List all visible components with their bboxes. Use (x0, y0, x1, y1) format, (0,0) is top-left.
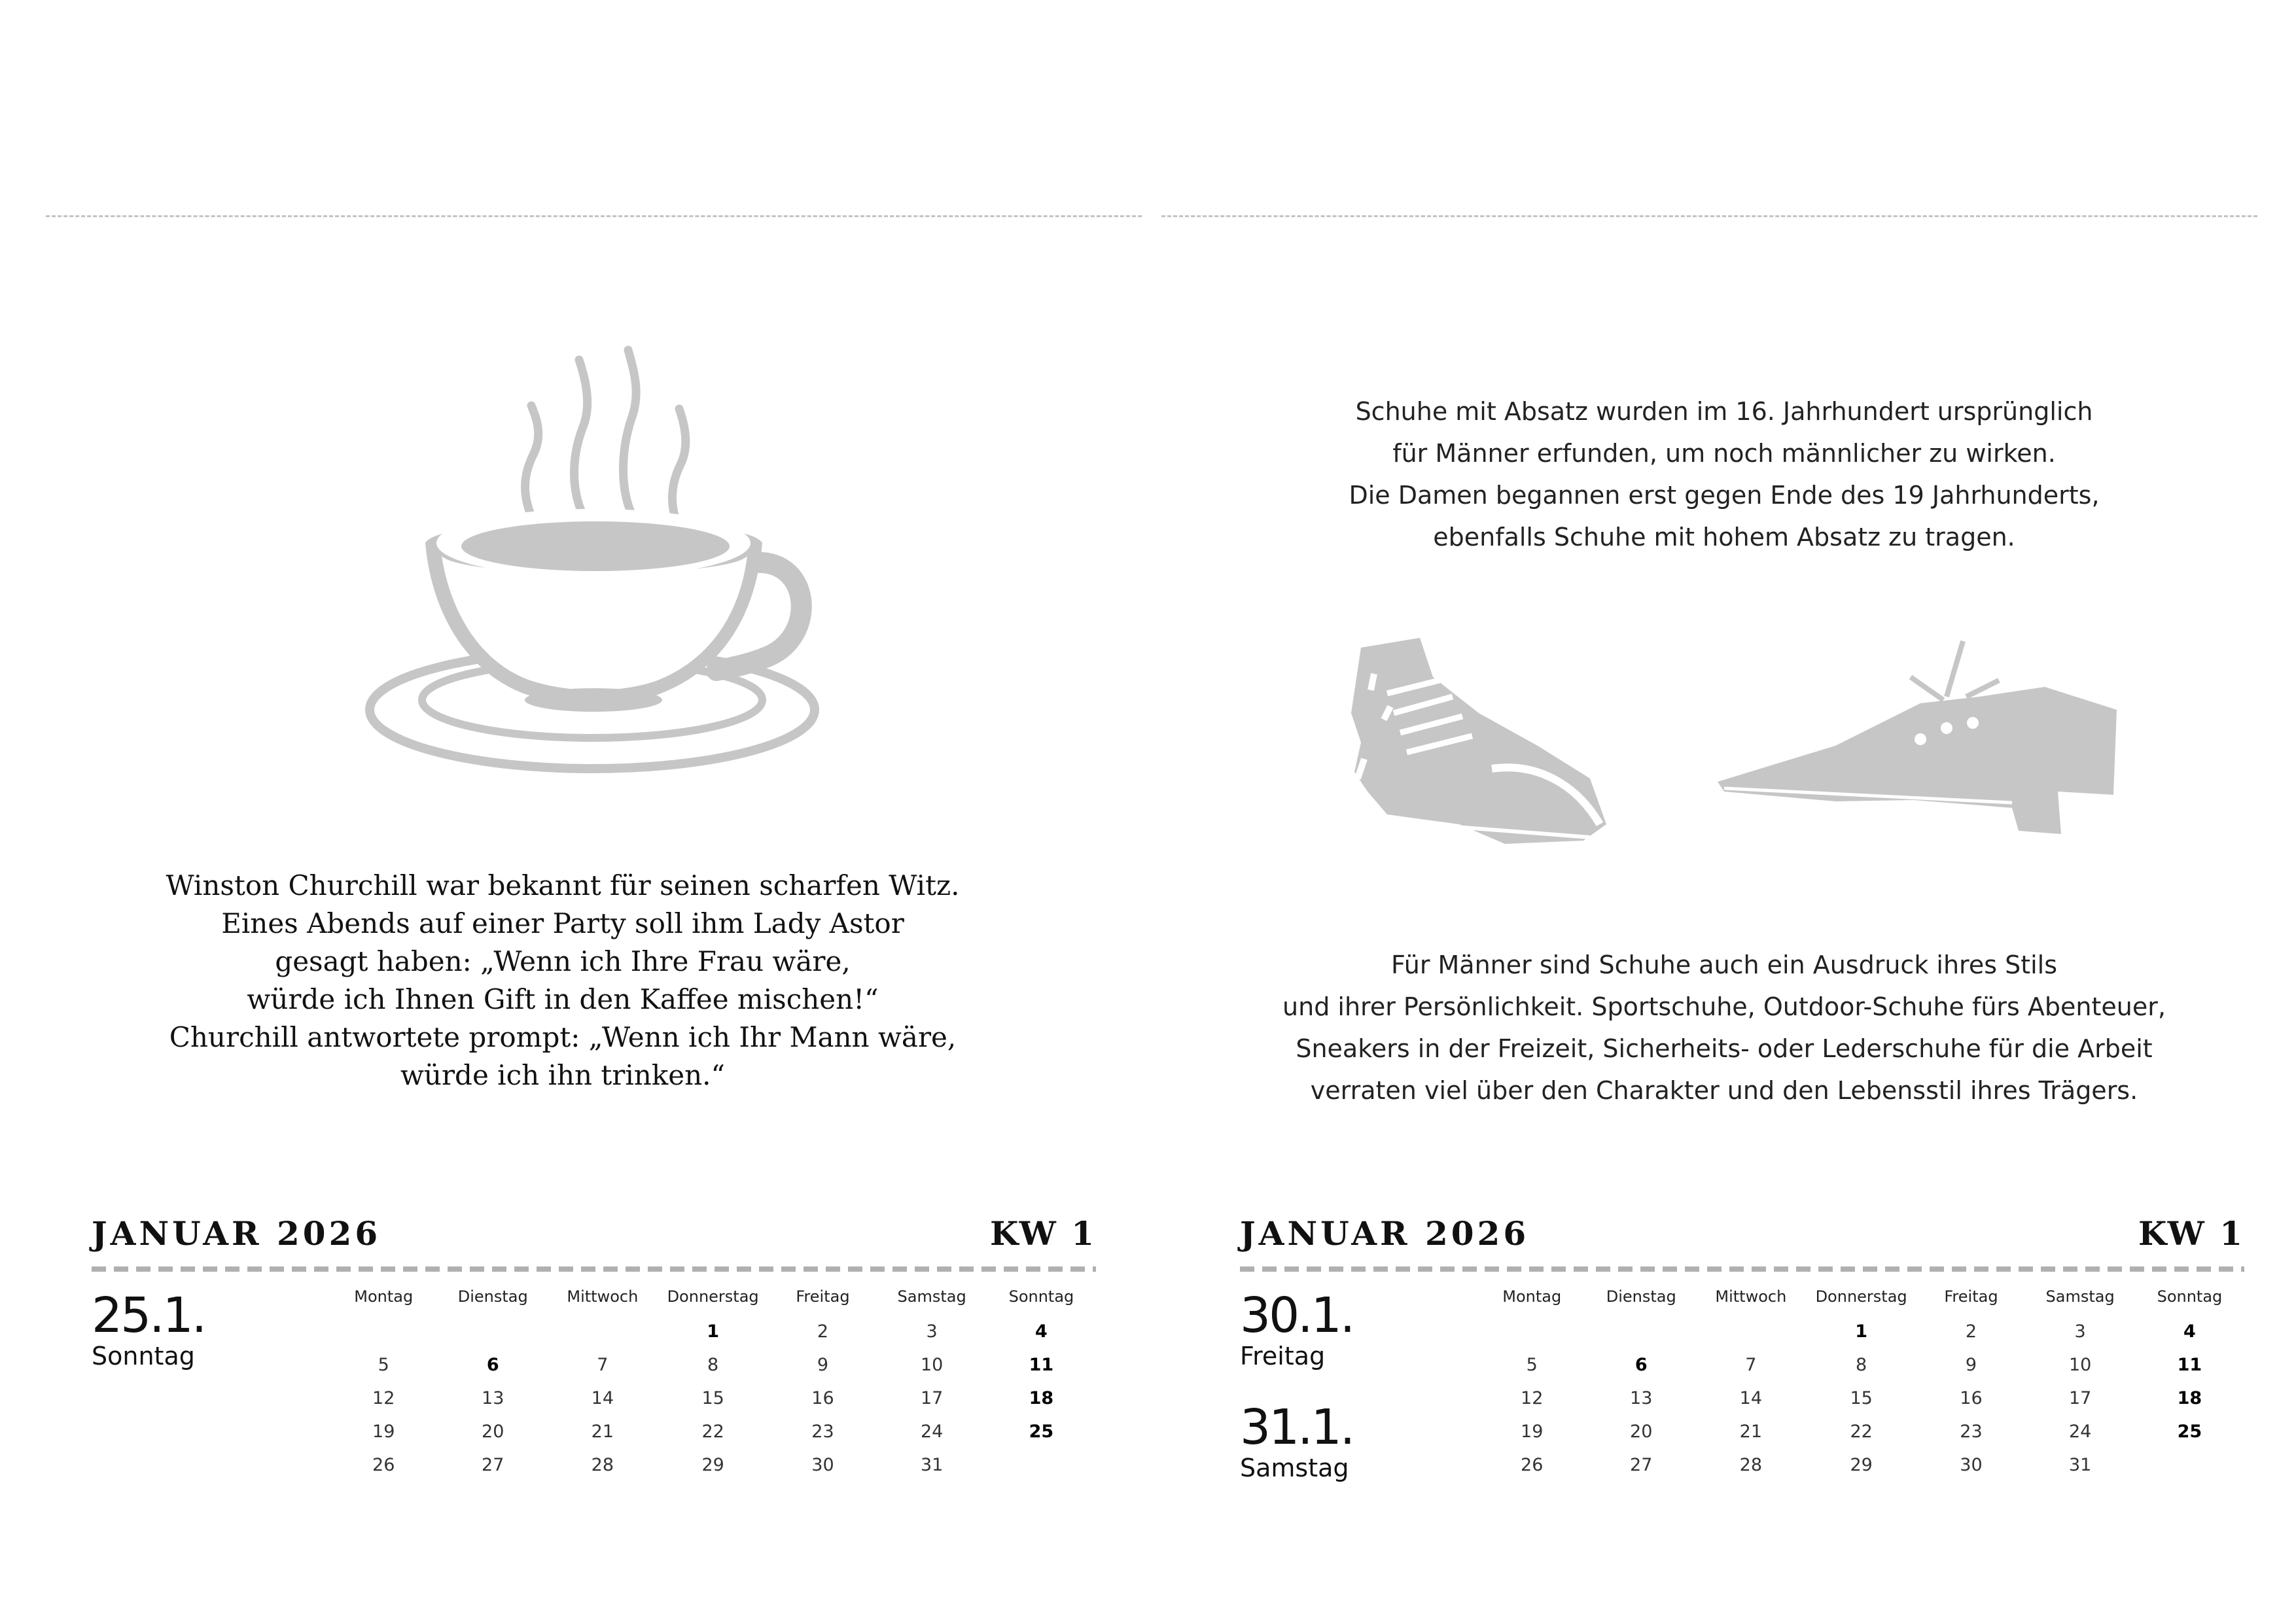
fact-line: und ihrer Persönlichkeit. Sportschuhe, Outdoor-Schuhe fürs Abenteuer, (1282, 992, 2166, 1021)
calendar-week-row (329, 1348, 1096, 1382)
weekday-label: Mittwoch (567, 1287, 639, 1306)
calendar-day: 26 (372, 1455, 395, 1475)
calendar-day: 18 (2177, 1388, 2202, 1408)
calendar-day: 20 (482, 1422, 504, 1442)
calendar-day: 4 (1035, 1321, 1048, 1342)
calendar-week: KW 1 (989, 1214, 1096, 1253)
fact-line: ebenfalls Schuhe mit hohem Absatz zu tragen. (1433, 523, 2015, 551)
calendar-day: 10 (2068, 1355, 2092, 1375)
calendar-day: 1 (707, 1321, 720, 1342)
calendar-day: 13 (1630, 1388, 1653, 1408)
calendar-day: 15 (1850, 1388, 1873, 1408)
calendar-rule (92, 1266, 1096, 1272)
calendar-week: KW 1 (2138, 1214, 2244, 1253)
calendar-day: 11 (1029, 1355, 1054, 1375)
calendar-day (1696, 1315, 1806, 1348)
calendar-day: 20 (1630, 1422, 1653, 1442)
weekday-label: Donnerstag (667, 1287, 759, 1306)
calendar-day: 23 (811, 1422, 834, 1442)
calendar-day: 21 (1739, 1422, 1763, 1442)
calendar-day (2135, 1448, 2244, 1482)
day-date: 31.1. (1240, 1399, 1354, 1456)
calendar-day: 2 (1965, 1321, 1977, 1342)
calendar-day: 25 (2177, 1422, 2202, 1442)
quote-line: Churchill antwortete prompt: „Wenn ich Ihr Mann wäre, (169, 1021, 957, 1053)
calendar-week-row (1477, 1382, 2244, 1415)
calendar-day: 2 (817, 1321, 829, 1342)
day-date: 25.1. (92, 1287, 205, 1344)
calendar-day: 23 (1960, 1422, 1983, 1442)
fact-line: für Männer erfunden, um noch männlicher zu wirken. (1392, 439, 2056, 468)
calendar-day (548, 1315, 658, 1348)
calendar-day: 9 (1965, 1355, 1977, 1375)
weekday-label: Freitag (1944, 1287, 1998, 1306)
calendar-day: 5 (378, 1355, 389, 1375)
fact-line: Sneakers in der Freizeit, Sicherheits- oder Lederschuhe für die Arbeit (1296, 1034, 2153, 1063)
weekday-label: Freitag (796, 1287, 850, 1306)
calendar-month: JANUAR 2026 (1240, 1214, 1530, 1253)
weekday-label: Samstag (897, 1287, 966, 1306)
mini-calendar (1477, 1287, 2244, 1482)
day-date: 30.1. (1240, 1287, 1354, 1344)
calendar-day: 3 (926, 1321, 938, 1342)
calendar-month: JANUAR 2026 (92, 1214, 381, 1253)
calendar-week-row (1477, 1348, 2244, 1382)
weekday-header-row (1477, 1287, 2244, 1315)
quote-line: würde ich Ihnen Gift in den Kaffee mischen!“ (247, 983, 879, 1015)
quote-line: Eines Abends auf einer Party soll ihm Lady Astor (221, 907, 904, 939)
calendar-block-right (1240, 1210, 2244, 1482)
calendar-day: 29 (701, 1455, 724, 1475)
calendar-header (92, 1210, 1096, 1263)
quote-line: würde ich ihn trinken.“ (400, 1059, 726, 1091)
calendar-day (987, 1448, 1096, 1482)
calendar-day: 26 (1521, 1455, 1544, 1475)
calendar-week-row (1477, 1415, 2244, 1448)
churchill-quote (105, 867, 1021, 1094)
calendar-day: 6 (486, 1355, 499, 1375)
calendar-day (438, 1315, 548, 1348)
calendar-day: 25 (1029, 1422, 1054, 1442)
weekday-label: Donnerstag (1815, 1287, 1907, 1306)
coffee-cup-icon (360, 343, 824, 775)
calendar-week-row (1477, 1315, 2244, 1348)
calendar-day: 13 (482, 1388, 504, 1408)
weekday-label: Sonntag (1008, 1287, 1074, 1306)
day-name: Freitag (1240, 1342, 1326, 1370)
calendar-day: 9 (817, 1355, 829, 1375)
fact-line: verraten viel über den Charakter und den Lebensstil ihres Trägers. (1310, 1076, 2138, 1105)
calendar-day: 4 (2183, 1321, 2196, 1342)
weekday-label: Dienstag (1606, 1287, 1676, 1306)
calendar-day: 16 (1960, 1388, 1983, 1408)
calendar-day: 30 (1960, 1455, 1983, 1475)
calendar-day (1586, 1315, 1696, 1348)
calendar-day: 10 (920, 1355, 944, 1375)
calendar-header (1240, 1210, 2244, 1263)
day-name: Sonntag (92, 1342, 195, 1370)
fact-line: Für Männer sind Schuhe auch ein Ausdruck ihres Stils (1390, 951, 2058, 979)
calendar-day: 28 (591, 1455, 614, 1475)
calendar-block-left (92, 1210, 1096, 1475)
weekday-label: Montag (354, 1287, 414, 1306)
calendar-week-row (1477, 1448, 2244, 1482)
calendar-day: 21 (591, 1422, 614, 1442)
calendar-day: 8 (1856, 1355, 1867, 1375)
calendar-week-row (329, 1448, 1096, 1482)
calendar-day: 8 (707, 1355, 719, 1375)
calendar-rule (1240, 1266, 2244, 1272)
calendar-day: 29 (1850, 1455, 1873, 1475)
calendar-day: 19 (372, 1422, 395, 1442)
calendar-day: 27 (1630, 1455, 1653, 1475)
calendar-day: 6 (1634, 1355, 1648, 1375)
calendar-day: 7 (597, 1355, 609, 1375)
calendar-day: 24 (2068, 1422, 2092, 1442)
fact-line: Die Damen begannen erst gegen Ende des 19 Jahrhunderts, (1349, 481, 2100, 510)
calendar-day: 31 (2068, 1455, 2092, 1475)
calendar-day: 5 (1526, 1355, 1538, 1375)
calendar-day: 11 (2177, 1355, 2202, 1375)
weekday-label: Montag (1502, 1287, 1562, 1306)
calendar-week-row (329, 1315, 1096, 1348)
calendar-day: 17 (920, 1388, 944, 1408)
calendar-day: 14 (1739, 1388, 1763, 1408)
calendar-day: 15 (701, 1388, 724, 1408)
calendar-day: 31 (920, 1455, 944, 1475)
mini-calendar (329, 1287, 1096, 1482)
calendar-day: 22 (1850, 1422, 1873, 1442)
calendar-day: 16 (811, 1388, 834, 1408)
calendar-day (329, 1315, 438, 1348)
calendar-day: 12 (1521, 1388, 1544, 1408)
calendar-day: 12 (372, 1388, 395, 1408)
calendar-day (1477, 1315, 1586, 1348)
weekday-label: Dienstag (457, 1287, 528, 1306)
calendar-week-row (329, 1382, 1096, 1415)
calendar-day: 7 (1745, 1355, 1757, 1375)
calendar-day: 28 (1739, 1455, 1763, 1475)
weekday-header-row (329, 1287, 1096, 1315)
calendar-week-row (329, 1415, 1096, 1448)
right-page (1148, 0, 2296, 1623)
dress-shoe-icon (1704, 631, 2123, 841)
fact-line: Schuhe mit Absatz wurden im 16. Jahrhundert ursprünglich (1355, 397, 2093, 426)
calendar-day: 19 (1521, 1422, 1544, 1442)
weekday-label: Sonntag (2157, 1287, 2223, 1306)
weekday-label: Samstag (2045, 1287, 2115, 1306)
calendar-day: 27 (482, 1455, 504, 1475)
quote-line: Winston Churchill war bekannt für seinen scharfen Witz. (166, 869, 960, 901)
sneaker-icon (1341, 628, 1616, 850)
calendar-day: 24 (920, 1422, 944, 1442)
weekday-label: Mittwoch (1715, 1287, 1787, 1306)
style-fact (1161, 944, 2287, 1111)
calendar-day: 3 (2074, 1321, 2086, 1342)
calendar-day: 1 (1855, 1321, 1868, 1342)
calendar-day: 22 (701, 1422, 724, 1442)
calendar-day: 18 (1029, 1388, 1054, 1408)
day-name: Samstag (1240, 1454, 1349, 1482)
calendar-day: 17 (2068, 1388, 2092, 1408)
heels-fact (1246, 391, 2202, 558)
calendar-day: 14 (591, 1388, 614, 1408)
calendar-day: 30 (811, 1455, 834, 1475)
quote-line: gesagt haben: „Wenn ich Ihre Frau wäre, (275, 945, 851, 977)
